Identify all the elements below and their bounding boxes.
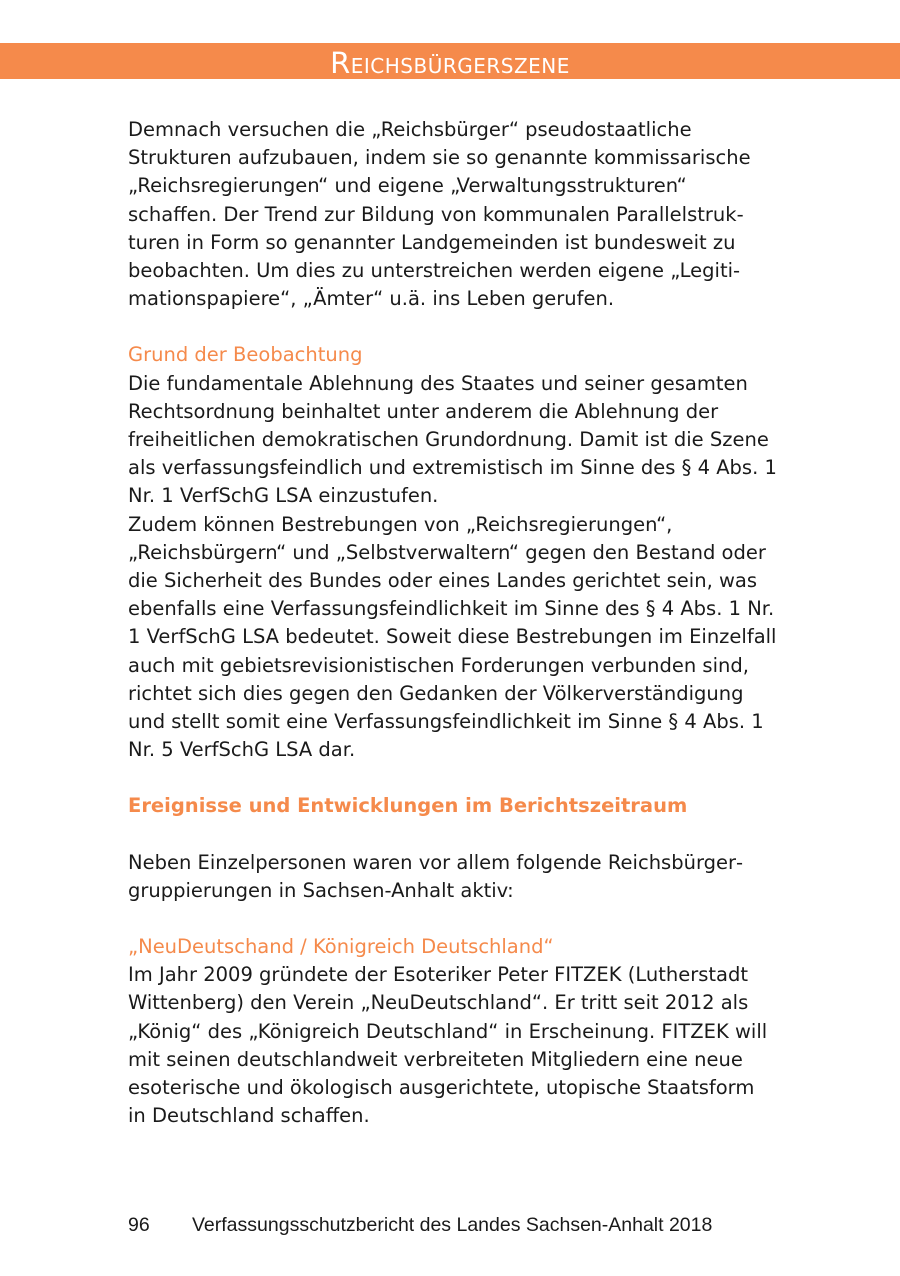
heading-neudeutschland: „NeuDeutschand / Königreich Deutschland“ xyxy=(128,935,554,959)
spacer xyxy=(128,764,778,792)
spacer xyxy=(128,313,778,341)
paragraph-ereignisse: Neben Einzelpersonen waren vor allem folgende Reichsbürgergruppierungen in Sachsen-Anhalt aktiv: xyxy=(128,850,744,902)
paragraph-grund-1: Die fundamentale Ablehnung des Staates und seiner gesamten Rechtsordnung beinhaltet unter anderem die Ablehnung der freiheitlichen demokratischen Grundordnung. Damit ist die Szene als verfassungsfeindlich und extremistisch im Sinne des § 4 Abs. 1 Nr. 1 VerfSchG LSA einzustufen. xyxy=(128,371,777,508)
main-content xyxy=(128,116,778,1131)
intro-paragraph: Demnach versuchen die „Reichsbürger“ pseudostaatliche Strukturen aufzubauen, indem sie so genannte kommissarische „Reichsregierungen“ und eigene „Verwaltungsstrukturen“ schaffen. Der Trend zur Bildung von kommunalen Parallelstrukturen in Form so genannter Landgemeinden ist bundesweit zu beobachten. Um dies zu unterstreichen werden eigene „Legitimationspapiere“, „Ämter“ u.ä. ins Leben gerufen. xyxy=(128,118,751,311)
page-number: 96 xyxy=(128,1214,150,1236)
spacer xyxy=(128,821,778,849)
paragraph-grund-2: Zudem können Bestrebungen von „Reichsregierungen“, „Reichsbürgern“ und „Selbstverwaltern“ gegen den Bestand oder die Sicherheit des Bundes oder eines Landes gerichtet sein, was ebenfalls eine Verfassungsfeindlichkeit im Sinne des § 4 Abs. 1 Nr. 1 VerfSchG LSA bedeutet. Soweit diese Bestrebungen im Einzelfall auch mit gebietsrevisionistischen Forderungen verbunden sind, richtet sich dies gegen den Gedanken der Völkerverständigung und stellt somit eine Verfassungsfeindlichkeit im Sinne § 4 Abs. 1 Nr. 5 VerfSchG LSA dar. xyxy=(128,512,777,762)
publication-title: Verfassungsschutzbericht des Landes Sachsen-Anhalt 2018 xyxy=(192,1214,713,1236)
paragraph-neudeutschland: Im Jahr 2009 gründete der Esoteriker Peter FITZEK (Lutherstadt Wittenberg) den Verein „NeuDeutschland“. Er tritt seit 2012 als „König“ des „Königreich Deutschland“ in Erscheinung. FITZEK will mit seinen deutschlandweit verbreiteten Mitgliedern eine neue esoterische und ökologisch ausgerichtete, utopische Staatsform in Deutschland schaffen. xyxy=(128,963,768,1128)
spacer xyxy=(128,905,778,933)
heading-ereignisse: Ereignisse und Entwicklungen im Berichtszeitraum xyxy=(128,794,688,818)
page-footer xyxy=(128,1212,712,1238)
heading-grund-der-beobachtung: Grund der Beobachtung xyxy=(128,343,363,367)
page-section-title: Reichsbürgerszene xyxy=(330,46,570,80)
